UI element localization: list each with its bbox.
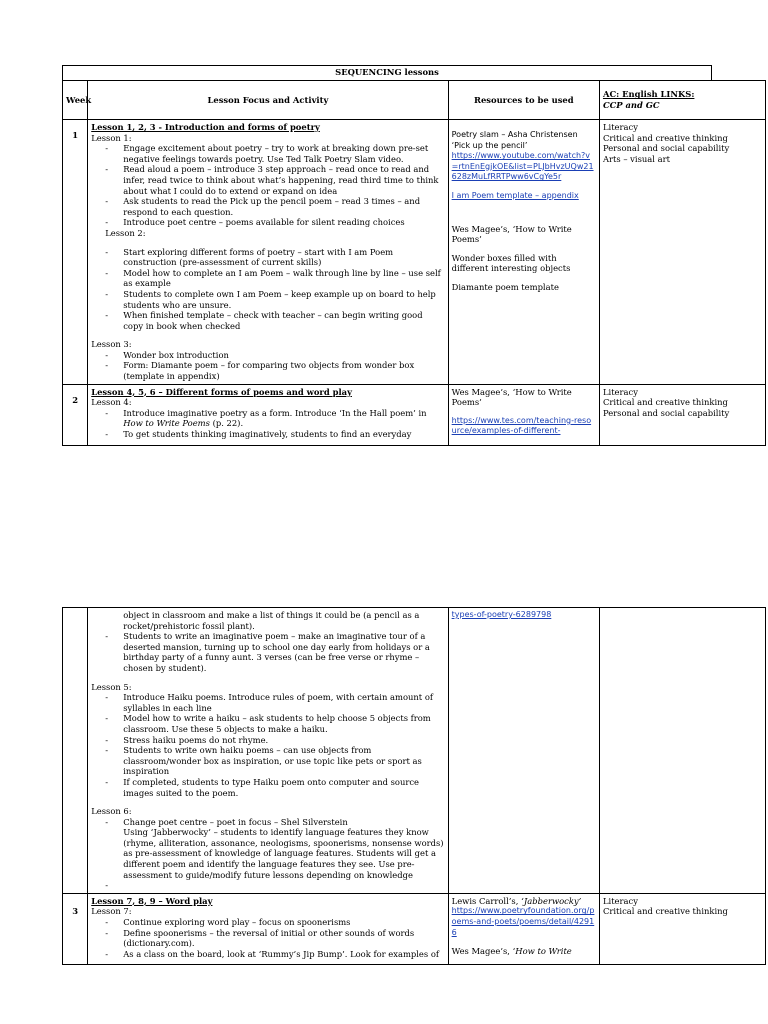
list-item: - Stress haiku poems do not rhyme. [123,735,444,746]
list-item: - When finished template – check with teacher – can begin writing good copy in book when checked [123,310,444,331]
list-item: - Introduce poet centre – poems available for silent reading choices [123,217,444,228]
lesson-list [91,692,444,798]
list-item: - Continue exploring word play – focus on spoonerisms [123,917,444,928]
resource-link[interactable]: https://www.poetryfoundation.org/poems-and-poets/poems/detail/42916 [451,906,595,937]
lesson-label: Lesson 5: [91,681,132,692]
table-row [63,893,766,964]
lesson-list [91,408,444,440]
list-item: - Form: Diamante poem – for comparing two objects from wonder box (template in appendix) [123,360,444,381]
ac-item: Critical and creative thinking [602,906,728,917]
resources-cell [448,893,599,964]
list-item: - Wonder box introduction [123,350,444,361]
lesson-list [91,917,444,959]
lesson-list [91,880,444,891]
week-number-empty [63,608,88,894]
resource-text: Wes Magee’s, ‘How to Write Poems’ [451,386,572,408]
ac-item: Arts – visual art [602,153,670,164]
resources-cell [448,608,599,894]
resources-cell [448,120,599,385]
lesson-heading: Lesson 1, 2, 3 - Introduction and forms of poetry [91,122,320,132]
lesson-paragraph: Using ‘Jabberwocky’ – students to identify language features they know (rhyme, alliteration, assonance, neologisms, spoonerisms, nonsense words) as pre-assessment of knowledge of language features. Students will get a different poem and identify the language features they see. Use pre-assessment to guide/modify future lessons depending on knowledge [123,827,444,880]
lesson-focus-cell [88,608,448,894]
lesson-list [91,247,444,332]
lesson-focus-cell [88,893,448,964]
header-ac-sub: CCP and GC [602,100,660,110]
ac-item: Literacy [602,386,638,397]
lesson-heading: Lesson 7, 8, 9 – Word play [91,895,213,906]
lesson-focus-cell [88,120,448,385]
week-number: 3 [63,893,88,964]
lesson-list [91,143,444,228]
lesson-focus-cell [88,384,448,445]
ac-cell [599,893,765,964]
resource-text: Lewis Carroll’s, ‘Jabberwocky’ [451,895,582,906]
header-week: Week [63,81,88,120]
title-table [62,65,712,81]
list-item: - Read aloud a poem – introduce 3 step approach – read once to read and infer, read twice to think about what’s happening, read third time to think about what I could do to extend or expand on idea [123,164,444,196]
list-item: - Model how to write a haiku – ask students to help choose 5 objects from classroom. Use these 5 objects to make a haiku. [123,713,444,734]
week-number: 1 [63,120,88,385]
lesson-label: Lesson 7: [91,906,132,917]
resource-text: Wes Magee’s, ‘How to Write [451,946,572,957]
lesson-label: Lesson 1: [91,132,132,143]
lesson-label: Lesson 6: [91,806,132,817]
resource-link[interactable]: https://www.youtube.com/watch?v=rtnEnEgjkOE&list=PLJbHvzUQw21628zMuLfRRTPww6vCgYe5r [451,151,594,182]
ac-cell-empty [599,608,765,894]
header-ac-title: AC: English LINKS: [602,89,695,100]
ac-item: Critical and creative thinking [602,132,728,143]
ac-cell [599,384,765,445]
lesson-label: Lesson 4: [91,397,132,408]
header-resources: Resources to be used [448,81,599,120]
ac-item: Literacy [602,895,638,906]
ac-item: Critical and creative thinking [602,397,728,408]
list-item: - Change poet centre – poet in focus – Shel Silverstein [123,817,444,828]
lesson-heading: Lesson 4, 5, 6 – Different forms of poems and word play [91,386,352,397]
resource-text: Diamante poem template [451,281,559,292]
list-item-empty [123,880,444,891]
resource-text: Wonder boxes filled with different interesting objects [451,252,571,274]
list-item: - Introduce Haiku poems. Introduce rules of poem, with certain amount of syllables in each line [123,692,444,713]
table-row [63,384,766,445]
resource-text: Poetry slam – Asha Christensen ‘Pick up the pencil’ [451,130,578,150]
resource-link[interactable]: https://www.tes.com/teaching-resource/examples-of-different- [451,415,592,436]
list-item: - Engage excitement about poetry – try to work at breaking down pre-set negative feelings towards poetry. Use Ted Talk Poetry Slam video. [123,143,444,164]
list-item: - Model how to complete an I am Poem – walk through line by line – use self as example [123,268,444,289]
lesson-list [91,817,444,828]
header-focus: Lesson Focus and Activity [88,81,448,120]
resource-link[interactable]: I am Poem template – appendix [451,190,579,200]
lesson-label: Lesson 2: [105,227,146,238]
list-item: - Students to write own haiku poems – can use objects from classroom/wonder box as inspiration, or use topic like pets or sport as inspiration [123,745,444,777]
resource-text: Wes Magee’s, ‘How to Write Poems’ [451,223,572,245]
list-item: - Students to complete own I am Poem – keep example up on board to help students who are unsure. [123,289,444,310]
continued-text: object in classroom and make a list of things it could be (a pencil as a rocket/prehistoric fossil plant). [123,610,420,631]
list-item: - Introduce imaginative poetry as a form. Introduce ‘In the Hall poem’ in How to Write Poems (p. 22). [123,408,444,429]
list-item: - Ask students to read the Pick up the pencil poem – read 3 times – and respond to each question. [123,196,444,217]
table-row [63,120,766,385]
ac-cell [599,120,765,385]
list-item: - If completed, students to type Haiku poem onto computer and source images suited to the poem. [123,777,444,798]
list-item: - Define spoonerisms – the reversal of initial or other sounds of words (dictionary.com). [123,928,444,949]
resource-link[interactable]: types-of-poetry-6289798 [451,610,552,619]
ac-item: Literacy [602,122,638,132]
list-item: - As a class on the board, look at ‘Rummy’s Jip Bump’. Look for examples of [123,949,444,960]
lesson-label: Lesson 3: [91,339,132,350]
sequencing-table-page1 [62,80,766,446]
header-ac [599,81,765,120]
resources-cell [448,384,599,445]
list-item: - To get students thinking imaginatively, students to find an everyday [123,429,444,440]
week-number: 2 [63,384,88,445]
ac-item: Personal and social capability [602,143,730,154]
lesson-list [91,350,444,382]
ac-item: Personal and social capability [602,407,730,418]
document-title: SEQUENCING lessons [63,66,712,81]
table-row [63,608,766,894]
list-item: - Students to write an imaginative poem – make an imaginative tour of a deserted mansion, turning up to school one day early from holidays or a birthday party of a funny aunt. 3 verses (can be free verse or rhyme – chosen by student). [123,631,444,673]
sequencing-table-page2 [62,607,766,965]
list-item: - Start exploring different forms of poetry – start with I am Poem construction (pre-assessment of current skills) [123,247,444,268]
table-header-row [63,81,766,120]
lesson-list [91,631,444,673]
